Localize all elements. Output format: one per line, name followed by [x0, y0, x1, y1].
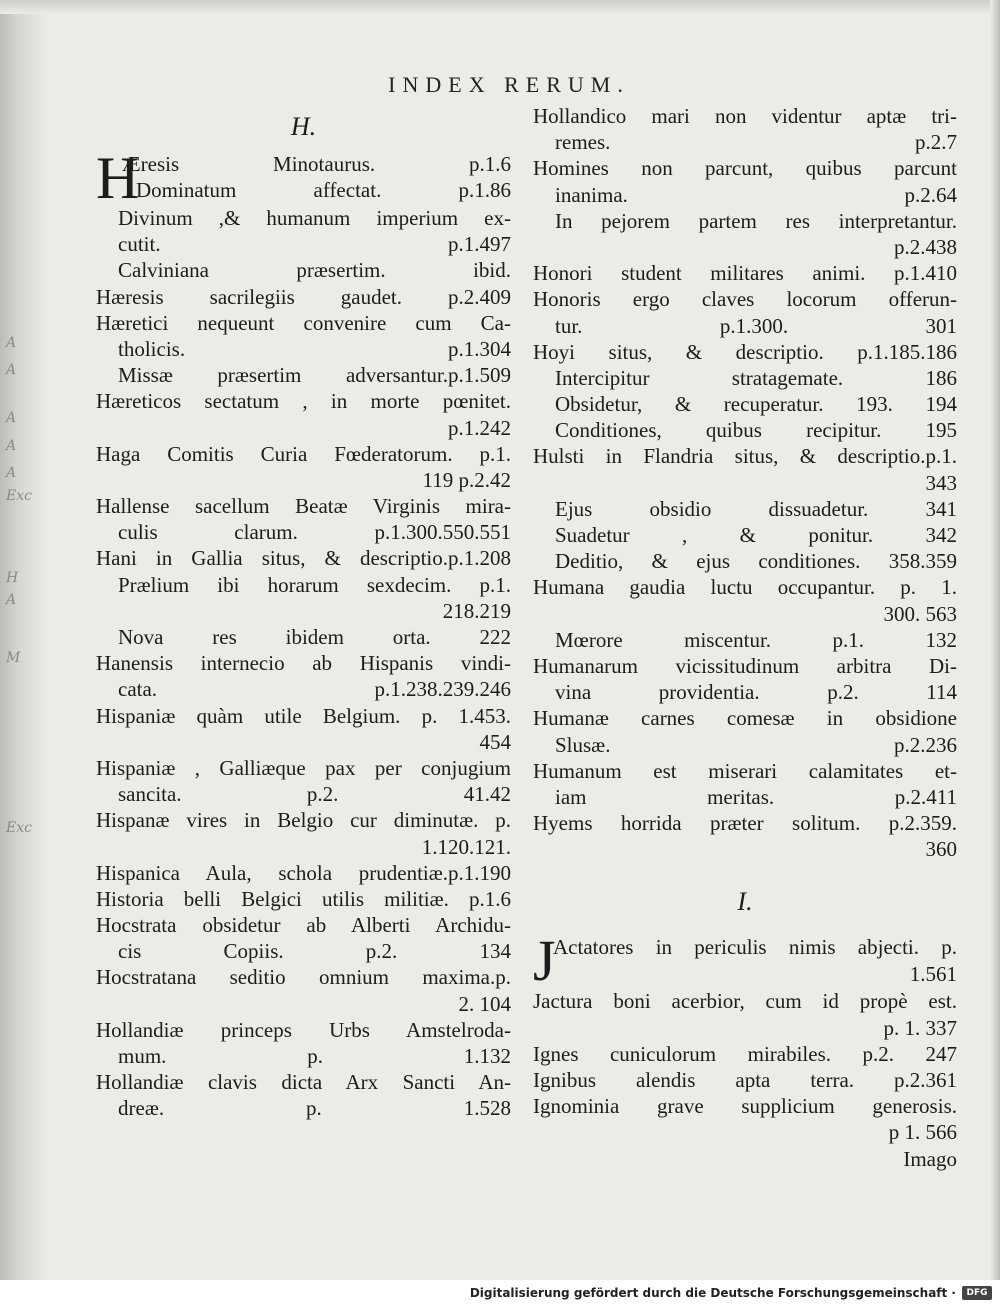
dfg-logo: DFG — [962, 1286, 992, 1300]
index-line: Prælium ibi horarum sexdecim. p.1. — [118, 572, 511, 597]
index-line: 2. 104 — [458, 991, 511, 1016]
index-line: Historia belli Belgici utilis militiæ. p.1.6 — [96, 886, 511, 911]
index-line: 360 — [925, 837, 957, 862]
index-line: p.2.438 — [894, 234, 957, 259]
left-column — [96, 103, 511, 1122]
digitization-footer — [0, 1280, 1000, 1307]
page-edge-top — [0, 0, 1000, 14]
index-line: Hæreticos sectatum , in morte pœnitet. — [96, 389, 511, 414]
index-line: Hollandico mari non videntur aptæ tri- — [533, 104, 957, 128]
bleed-letter: Exc — [6, 820, 32, 836]
index-line: Æresis Minotaurus. p.1.6 — [122, 152, 511, 176]
page-header: INDEX RERUM. — [388, 72, 630, 97]
left-entries — [96, 205, 511, 1122]
index-line: Imago — [903, 1146, 957, 1171]
index-line: Suadetur , & ponitur. 342 — [555, 523, 957, 547]
page-edge-left — [0, 0, 48, 1280]
index-line: Hæresis sacrilegiis gaudet. p.2.409 — [96, 284, 511, 309]
page-edge-right — [990, 0, 1000, 1280]
index-line: Ignibus alendis apta terra. p.2.361 — [533, 1068, 957, 1092]
bleed-letter: Exc — [6, 488, 32, 504]
right-entries-i — [533, 988, 957, 1171]
bleed-letter: M — [6, 650, 21, 666]
index-line: Hocstratana seditio omnium maxima.p. — [96, 965, 511, 990]
index-line: p.1.242 — [448, 415, 511, 440]
index-line: Hulsti in Flandria situs, & descriptio.p.1. — [533, 444, 957, 469]
index-line: Ignominia grave supplicium generosis. — [533, 1094, 957, 1119]
index-line: remes. p.2.7 — [555, 130, 957, 155]
index-line: Hispanica Aula, schola prudentiæ.p.1.190 — [96, 860, 511, 885]
index-line: 1.120.121. — [421, 834, 511, 859]
index-line: Slusæ. p.2.236 — [555, 732, 957, 757]
index-line: 119 p.2.42 — [422, 467, 511, 492]
index-line: sancita. p.2. 41.42 — [118, 782, 511, 807]
index-line: 454 — [479, 729, 511, 754]
bleed-letter: A — [6, 410, 17, 426]
index-line: 343 — [925, 470, 957, 495]
index-line: iam meritas. p.2.411 — [555, 784, 957, 809]
index-line: Conditiones, quibus recipitur. 195 — [555, 418, 957, 443]
index-line: Hispaniæ quàm utile Belgium. p. 1.453. — [96, 703, 511, 728]
index-line: mum. p. 1.132 — [118, 1044, 511, 1068]
index-line: cutit. p.1.497 — [118, 232, 511, 257]
index-line: Deditio, & ejus conditiones. 358.359 — [555, 549, 957, 574]
index-line: Missæ præsertim adversantur.p.1.509 — [118, 363, 511, 388]
dropcap-h: H — [96, 145, 140, 211]
footer-credit: Digitalisierung gefördert durch die Deutsche Forschungsgemeinschaft · — [469, 1286, 956, 1300]
index-line: Ejus obsidio dissuadetur. 341 — [555, 496, 957, 521]
bleed-letter: A — [6, 465, 17, 481]
right-column — [533, 103, 957, 1172]
dropcap-entry-h — [96, 145, 511, 211]
index-line: Hani in Gallia situs, & descriptio.p.1.208 — [96, 546, 511, 571]
index-line: Hollandiæ princeps Urbs Amstelroda- — [96, 1017, 511, 1042]
index-line: Actatores in periculis nimis abjecti. p. — [553, 935, 957, 960]
index-line: Humanum est miserari calamitates et- — [533, 758, 957, 783]
section-letter-h: H. — [290, 112, 317, 141]
index-line: tur. p.1.300. 301 — [555, 313, 957, 338]
right-entries-h — [533, 103, 957, 862]
index-line: 218.219 — [442, 598, 511, 623]
index-line: dreæ. p. 1.528 — [118, 1096, 511, 1121]
index-line: Homines non parcunt, quibus parcunt — [533, 156, 957, 181]
index-line: Calviniana præsertim. ibid. — [118, 258, 511, 283]
index-line: Humana gaudia luctu occupantur. p. 1. — [533, 575, 957, 600]
index-line: tholicis. p.1.304 — [118, 336, 511, 361]
bleed-letter: A — [6, 362, 17, 378]
index-line: Hyems horrida præter solitum. p.2.359. — [533, 811, 957, 836]
dropcap-j: J — [533, 928, 556, 994]
index-line: Hispanæ vires in Belgio cur diminutæ. p. — [96, 808, 511, 833]
index-line: cata. p.1.238.239.246 — [118, 677, 511, 702]
index-line: p. 1. 337 — [883, 1015, 957, 1040]
dropcap-lines — [122, 151, 511, 205]
index-line: 300. 563 — [883, 601, 957, 626]
index-line: Humanarum vicissitudinum arbitra Di- — [533, 653, 957, 678]
index-line: Intercipitur stratagemate. 186 — [555, 365, 957, 390]
index-line: vina providentia. p.2. 114 — [555, 680, 957, 705]
index-line: Haga Comitis Curia Fœderatorum. p.1. — [96, 441, 511, 466]
index-line: Hallense sacellum Beatæ Virginis mira- — [96, 494, 511, 519]
index-line: 1.561 — [909, 961, 957, 986]
index-line: In pejorem partem res interpretantur. — [555, 208, 957, 233]
index-line: Ignes cuniculorum mirabiles. p.2. 247 — [533, 1041, 957, 1066]
index-line: Honoris ergo claves locorum offerun- — [533, 287, 957, 312]
index-line: p 1. 566 — [888, 1120, 957, 1145]
index-line: Hocstrata obsidetur ab Alberti Archidu- — [96, 913, 511, 938]
index-line: Divinum ,& humanum imperium ex- — [118, 206, 511, 230]
section-letter-i: I. — [737, 887, 753, 917]
bleed-letter: A — [6, 335, 17, 351]
index-line: Hispaniæ , Galliæque pax per conjugium — [96, 755, 511, 780]
index-line: Humanæ carnes comesæ in obsidione — [533, 706, 957, 731]
dropcap-entry-j — [533, 928, 957, 994]
index-line: cis Copiis. p.2. 134 — [118, 939, 511, 964]
index-line: Jactura boni acerbior, cum id propè est. — [533, 989, 957, 1014]
index-line: culis clarum. p.1.300.550.551 — [118, 520, 511, 545]
dropcap-lines-j — [553, 934, 957, 988]
index-line: Dominatum affectat. p.1.86 — [136, 178, 511, 203]
bleed-letter: A — [6, 592, 17, 608]
index-line: Honori student militares animi. p.1.410 — [533, 261, 957, 286]
index-line: Nova res ibidem orta. 222 — [118, 625, 511, 649]
index-line: Hoyi situs, & descriptio. p.1.185.186 — [533, 339, 957, 364]
bleed-letter: H — [6, 570, 19, 586]
index-line: Mœrore miscentur. p.1. 132 — [555, 627, 957, 652]
index-line: Hæretici nequeunt convenire cum Ca- — [96, 310, 511, 335]
bleed-letter: A — [6, 438, 17, 454]
index-line: Obsidetur, & recuperatur. 193. 194 — [555, 392, 957, 417]
index-line: inanima. p.2.64 — [555, 182, 957, 207]
index-line: Hanensis internecio ab Hispanis vindi- — [96, 651, 511, 676]
index-line: Hollandiæ clavis dicta Arx Sancti An- — [96, 1070, 511, 1095]
